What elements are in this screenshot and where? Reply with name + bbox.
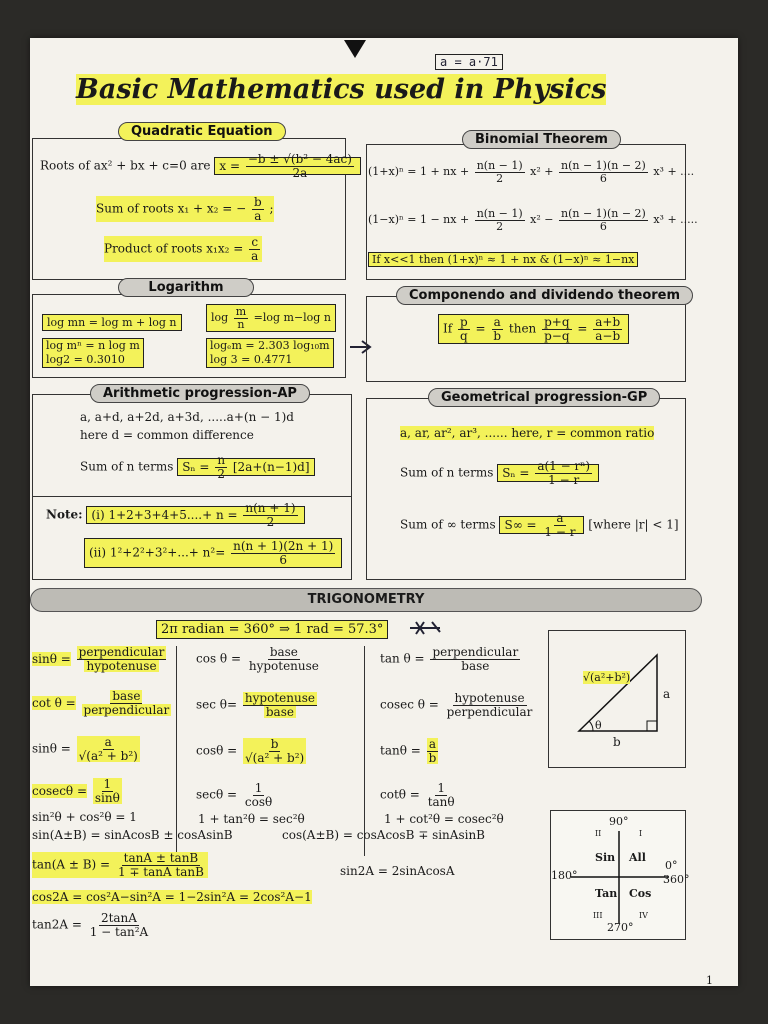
ap-common-difference: here d = common difference — [80, 428, 254, 442]
cos-ratio: cos θ = $\frac{\text{base}}{\text{hypotenuse}}$ — [196, 645, 319, 673]
trig-col-divider-2 — [364, 646, 365, 856]
log-base-change: logₑm = 2.303 log₁₀m log 3 = 0.4771 — [206, 338, 334, 368]
page-title: Basic Mathematics used in Physics — [76, 74, 607, 105]
quadratic-product: Product of roots x₁x₂ = $\frac{c}{a}$ — [104, 236, 262, 262]
componendo-heading: Componendo and dividendo theorem — [396, 286, 693, 305]
sin-sum-formula: sin(A±B) = sinAcosB ± cosAsinB — [32, 828, 233, 842]
quadrant-360: 360° — [663, 873, 690, 886]
gp-sequence: a, ar, ar², ar³, ...... here, r = common ratio — [400, 426, 655, 440]
gp-heading: Geometrical progression-GP — [428, 388, 660, 407]
quadrant-90: 90° — [609, 815, 629, 828]
quadratic-sum: Sum of roots x₁ + x₂ = − $\frac{b}{a}$ ; — [96, 195, 274, 223]
arrow-mark-icon — [342, 38, 368, 64]
quadrant-270: 270° — [607, 921, 634, 934]
tan-triangle: tanθ = $\frac{a}{b}$ — [380, 737, 437, 765]
header-note: a = a·71 — [435, 54, 503, 70]
logarithm-heading: Logarithm — [118, 278, 254, 297]
quadrant-iv: IV — [639, 911, 648, 920]
ap-sum: Sum of n terms Sₙ = $\frac{n}{2}$ [2a+(n−1)d] — [80, 454, 315, 480]
sec-ratio: sec θ= $\frac{\text{hypotenuse}}{\text{base}}$ — [196, 691, 315, 719]
identity-cot-cosec: 1 + cot²θ = cosec²θ — [384, 812, 504, 826]
log-product: log mn = log m + log n — [42, 314, 182, 331]
ap-divider — [32, 496, 352, 497]
quadratic-roots: Roots of ax² + bx + c=0 are x = $\frac{\text{−b ± √(b² − 4ac)}}{2a}$ — [40, 153, 361, 179]
identity-tan-sec: 1 + tan²θ = sec²θ — [198, 812, 305, 826]
binomial-line-1: (1+x)ⁿ = 1 + nx + $\frac{n(n - 1)}{2}$ x² + $\frac{n(n - 1)(n - 2)}{6}$ x³ + .... — [368, 159, 695, 185]
page-number: 1 — [706, 974, 713, 987]
triangle-figure-box — [548, 630, 686, 768]
sin-double-angle: sin2A = 2sinAcosA — [340, 864, 455, 878]
triangle-side-a-label: a — [663, 687, 671, 701]
tan-double-angle: tan2A = $\frac{2\tan A}{\text{1 − tan²A}}$ — [32, 911, 149, 939]
quadrant-all: All — [629, 851, 646, 864]
quadrant-0: 0° — [665, 859, 678, 872]
quadrant-iii: III — [593, 911, 603, 920]
binomial-heading: Binomial Theorem — [462, 130, 621, 149]
sin-ratio: sinθ = $\frac{\text{perpendicular}}{\text{hypotenuse}}$ — [32, 645, 165, 673]
quadrant-i: I — [639, 829, 643, 838]
cosec-ratio: cosec θ = $\frac{\text{hypotenuse}}{\text{perpendicular}}$ — [380, 691, 533, 719]
triangle-angle-label: θ — [595, 719, 602, 732]
quadrant-180: 180° — [551, 869, 578, 882]
formula-sheet — [30, 38, 738, 986]
cosec-reciprocal: cosecθ = $\frac{1}{\sin\theta}$ — [32, 777, 120, 805]
cot-ratio: cot θ = $\frac{\text{base}}{\text{perpendicular}}$ — [32, 689, 170, 717]
binomial-line-2: (1−x)ⁿ = 1 − nx + $\frac{n(n - 1)}{2}$ x² − $\frac{n(n - 1)(n - 2)}{6}$ x³ + ..... — [368, 207, 698, 233]
sin-triangle: sinθ = $\frac{a}{\text{√(a² + b²)}}$ — [32, 735, 138, 763]
gp-sum-infinite: Sum of ∞ terms S∞ = $\frac{a}{1 - r}$ [where |r| < 1] — [400, 511, 679, 539]
log-quotient: log $\frac{m}{n}$ =log m−log n — [206, 304, 336, 332]
triangle-side-b-label: b — [613, 735, 621, 749]
cot-reciprocal: cotθ = $\frac{1}{\tan\theta}$ — [380, 781, 455, 809]
hand-star-icon — [406, 618, 446, 642]
quadrant-ii: II — [595, 829, 602, 838]
log-power: log mⁿ = n log m log2 = 0.3010 — [42, 338, 144, 368]
trig-banner: TRIGONOMETRY — [30, 588, 702, 612]
tan-sum-formula: tan(A ± B) = $\frac{\tan A \pm \tan B}{\text{1 ∓ tanA tanB}}$ — [32, 852, 208, 878]
ap-heading: Arithmetic progression-AP — [90, 384, 310, 403]
triangle-hypotenuse-label: √(a²+b²) — [583, 671, 631, 684]
cos-sum-formula: cos(A±B) = cosAcosB ∓ sinAsinB — [282, 828, 485, 842]
ap-note-1: Note: (i) 1+2+3+4+5....+ n = $\frac{n(n + 1)}{2}$ — [46, 502, 305, 528]
quadrant-cos: Cos — [629, 887, 652, 900]
sec-reciprocal: secθ = $\frac{1}{\cos\theta}$ — [196, 781, 273, 809]
trig-radian: 2π radian = 360° ⇒ 1 rad = 57.3° — [156, 620, 388, 639]
cos-double-angle: cos2A = cos²A−sin²A = 1−2sin²A = 2cos²A−1 — [32, 890, 312, 904]
tan-ratio: tan θ = $\frac{\text{perpendicular}}{\text{base}}$ — [380, 645, 519, 673]
trig-col-divider-1 — [176, 646, 177, 856]
quadratic-heading: Quadratic Equation — [118, 122, 286, 141]
quadrant-tan: Tan — [595, 887, 618, 900]
binomial-approx: If x<<1 then (1+x)ⁿ ≈ 1 + nx & (1−x)ⁿ ≈ 1−nx — [368, 252, 638, 267]
gp-sum-n: Sum of n terms Sₙ = $\frac{\text{a(1 − rⁿ)}}{1 - r}$ — [400, 460, 599, 486]
quadrant-figure-box — [550, 810, 690, 940]
identity-sin-cos: sin²θ + cos²θ = 1 — [32, 810, 137, 824]
componendo-formula: If $\frac{p}{q}$ = $\frac{a}{b}$ then $\frac{p+q}{p-q}$ = $\frac{a+b}{a-b}$ — [438, 314, 629, 344]
cos-triangle: cosθ = $\frac{b}{\text{√(a² + b²)}}$ — [196, 737, 305, 765]
ap-sequence: a, a+d, a+2d, a+3d, .....a+(n − 1)d — [80, 410, 294, 424]
ap-note-2: (ii) 1²+2²+3²+...+ n²= $\frac{n(n + 1)(2n + 1)}{6}$ — [84, 538, 342, 568]
quadrant-sin: Sin — [595, 851, 616, 864]
